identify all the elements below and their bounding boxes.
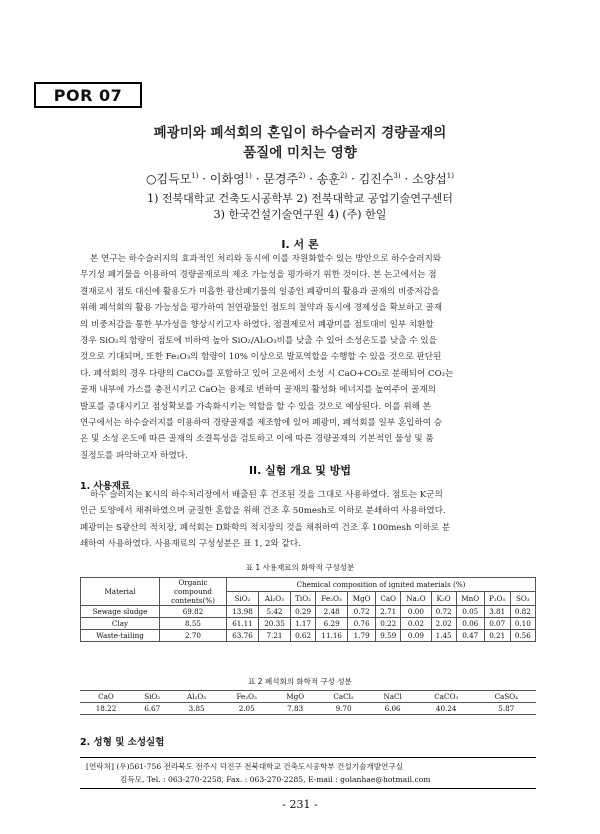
value-cell: 0.82 bbox=[510, 606, 535, 618]
value-cell: 0.07 bbox=[484, 618, 510, 630]
text-line: 질정도를 파악하고자 하였다. bbox=[80, 450, 188, 461]
value-cell: 6.06 bbox=[369, 703, 415, 715]
value-cell: 11.16 bbox=[316, 630, 348, 642]
author-affiliation-mark: 1) bbox=[191, 172, 199, 180]
author-separator: · bbox=[251, 172, 264, 186]
text-line: 골재 내부에 가스를 충전시키고 CaO는 융제로 변하여 골재의 활성화 에너지를 높여주어 골재의 bbox=[80, 385, 436, 396]
col-material-header: Material bbox=[81, 578, 160, 606]
author-separator: · bbox=[198, 172, 210, 186]
value-cell: 0.09 bbox=[401, 630, 431, 642]
author-affiliation-mark: 1) bbox=[244, 172, 252, 180]
value-cell: 9.59 bbox=[376, 630, 401, 642]
value-cell: 5.87 bbox=[477, 703, 536, 715]
col-group-header: Chemical composition of ignited materials (%) bbox=[227, 578, 536, 592]
text-line: 무기성 폐기물을 이용하여 경량골재로의 제조 가능성을 평가하기 위한 것이다. 본 논고에서는 점 bbox=[80, 270, 437, 281]
table-row bbox=[81, 618, 536, 630]
materials-paragraph bbox=[80, 487, 536, 553]
value-cell: 0.00 bbox=[401, 606, 431, 618]
value-cell: 3.81 bbox=[484, 606, 510, 618]
value-cell: 69.82 bbox=[160, 606, 227, 618]
component-header: SiO₂ bbox=[132, 691, 172, 703]
oxide-header: SO₃ bbox=[510, 592, 535, 606]
text-line: 경우 SiO₂의 함량이 점토에 비하여 높아 SiO₂/Al₂O₃비를 낮출 수 있어 소성온도를 낮출 수 있을 bbox=[80, 336, 437, 347]
author-affiliation-mark: 1) bbox=[446, 172, 454, 180]
session-badge: POR 07 bbox=[34, 82, 142, 108]
value-cell: 8.55 bbox=[160, 618, 227, 630]
oxide-header: Na₂O bbox=[401, 592, 431, 606]
page-number: - 231 - bbox=[282, 798, 318, 811]
author-separator: · bbox=[400, 172, 412, 186]
value-cell: 1.79 bbox=[348, 630, 376, 642]
text-line: 하수 슬러지는 K시의 하수처리장에서 배출된 후 건조된 것을 그대로 사용하였다. 점토는 K군의 bbox=[90, 490, 443, 500]
intro-paragraph bbox=[80, 251, 536, 464]
oxide-header: MgO bbox=[348, 592, 376, 606]
component-header: CaCl₂ bbox=[318, 691, 370, 703]
value-cell: 0.47 bbox=[456, 630, 484, 642]
section-heading-intro: I. 서 론 bbox=[281, 238, 319, 251]
col-organic-header: Organic compound contents(%) bbox=[160, 578, 227, 606]
author-name: 송훈$^{2)}$ bbox=[316, 172, 348, 186]
value-cell: 40.24 bbox=[416, 703, 477, 715]
affiliation-line2: 3) 한국건설기술연구원 4) (주) 한일 bbox=[213, 208, 387, 221]
author-separator: · bbox=[347, 172, 359, 186]
value-cell: 2.71 bbox=[376, 606, 401, 618]
oxide-header: Al₂O₃ bbox=[258, 592, 290, 606]
paper-title-line2: 품질에 미치는 영향 bbox=[243, 145, 357, 161]
paper-title-line1: 폐광미와 폐석회의 혼입이 하수슬러지 경량골재의 bbox=[153, 125, 447, 141]
oxide-header: K₂O bbox=[431, 592, 456, 606]
section-heading-experiment: II. 실험 개요 및 방법 bbox=[248, 464, 352, 477]
value-cell: 0.21 bbox=[484, 630, 510, 642]
text-line: 인근 토양에서 채취하였으며 균질한 혼합을 위해 건조 후 50mesh로 이하로 분쇄하여 사용하였다. bbox=[80, 506, 446, 517]
value-cell: 7.83 bbox=[273, 703, 318, 715]
author-name: 소양섭$^{1)}$ bbox=[412, 172, 454, 186]
oxide-header: CaO bbox=[376, 592, 401, 606]
contact-footer bbox=[80, 757, 536, 789]
text-line: 쇄하여 사용하였다. 사용재료의 구성성분은 표 1, 2와 같다. bbox=[80, 539, 301, 550]
material-name-cell: Clay bbox=[81, 618, 160, 630]
value-cell: 9.70 bbox=[318, 703, 370, 715]
value-cell: 5.42 bbox=[258, 606, 290, 618]
text-line: 위해 폐석회의 활용 가능성을 평가하여 천연광물인 점토의 절약과 동시에 경제성을 확보하고 골재 bbox=[80, 303, 443, 314]
text-line: 발포를 증대시키고 점성확보를 가속화시키는 역할을 할 수 있을 것으로 예상된다. 이를 위해 본 bbox=[80, 401, 431, 412]
text-line: 다. 폐석회의 경우 다량의 CaCO₃를 포함하고 있어 고온에서 소성 시 CaO+CO₂로 분해되어 CO₂는 bbox=[80, 368, 454, 379]
value-cell: 0.56 bbox=[510, 630, 535, 642]
value-cell: 0.62 bbox=[290, 630, 315, 642]
component-header: NaCl bbox=[369, 691, 415, 703]
waste-lime-composition-table bbox=[80, 690, 536, 715]
value-cell: 1.45 bbox=[431, 630, 456, 642]
value-cell: 0.76 bbox=[348, 618, 376, 630]
contact-line2: 김득모, Tel. : 063-270-2258, Fax. : 063-270-2285, E-mail : golanhae@hotmail.com bbox=[120, 775, 431, 784]
text-line: 것으로 기대되며, 또한 Fe₂O₃의 함량이 10% 이상으로 발포역할을 수행할 수 있을 것으로 판단된 bbox=[80, 352, 442, 363]
author-name: 이화영$^{1)}$ bbox=[209, 172, 252, 186]
text-line: 의 비중저감을 통한 부가성을 향상시키고자 하였다. 점결제로서 폐광미를 점토대비 일부 치환할 bbox=[80, 319, 434, 330]
material-name-cell: Waste-tailing bbox=[81, 630, 160, 642]
component-header: CaO bbox=[80, 691, 132, 703]
oxide-header: MnO bbox=[456, 592, 484, 606]
value-cell: 6.67 bbox=[132, 703, 172, 715]
value-cell: 2.05 bbox=[221, 703, 273, 715]
text-line: 결재로서 점토 대신에 활용도가 미흡한 광산폐기물의 일종인 폐광미의 활용과 골재의 비중저감을 bbox=[80, 286, 440, 297]
author-name: 문경주$^{2)}$ bbox=[263, 172, 306, 186]
value-cell: 2.02 bbox=[431, 618, 456, 630]
value-cell: 7.21 bbox=[258, 630, 290, 642]
value-cell: 0.22 bbox=[376, 618, 401, 630]
value-cell: 0.10 bbox=[510, 618, 535, 630]
value-cell: 2.70 bbox=[160, 630, 227, 642]
oxide-header: SiO₂ bbox=[227, 592, 259, 606]
author-name: ○김득모$^{1)}$ bbox=[146, 172, 199, 186]
table-row bbox=[81, 606, 536, 618]
value-cell: 3.85 bbox=[172, 703, 220, 715]
component-header: CaSO₄ bbox=[477, 691, 536, 703]
component-header: CaCO₃ bbox=[416, 691, 477, 703]
table-row bbox=[81, 630, 536, 642]
affiliation-line1: 1) 전북대학교 건축도시공학부 2) 전북대학교 공업기술연구센터 bbox=[147, 192, 453, 205]
value-cell: 6.29 bbox=[316, 618, 348, 630]
value-cell: 2.48 bbox=[316, 606, 348, 618]
component-header: Fe₂O₃ bbox=[221, 691, 273, 703]
text-line: 폐광미는 S광산의 적치장, 폐석회는 D화학의 적치장의 것을 채취하여 건조 후 100mesh 이하로 분 bbox=[80, 522, 451, 533]
author-affiliation-mark: 3) bbox=[393, 172, 401, 180]
value-cell: 20.35 bbox=[258, 618, 290, 630]
component-header: MgO bbox=[273, 691, 318, 703]
value-cell: 18.22 bbox=[80, 703, 132, 715]
contact-line1: [연락처] (우)561-756 전라북도 전주시 덕진구 전북대학교 건축도시공학부 건설기술개발연구실 bbox=[86, 762, 404, 771]
oxide-header: TiO₂ bbox=[290, 592, 315, 606]
component-header: Al₂O₃ bbox=[172, 691, 220, 703]
text-line: 연구에서는 하수슬러지를 이용하여 경량골재를 제조함에 있어 폐광미, 폐석회를 일부 혼입하여 승 bbox=[80, 418, 443, 429]
value-cell: 0.06 bbox=[456, 618, 484, 630]
oxide-header: Fe₂O₃ bbox=[316, 592, 348, 606]
table1-caption: 표 1 사용재료의 화학적 구성성분 bbox=[245, 563, 355, 572]
material-name-cell: Sewage sludge bbox=[81, 606, 160, 618]
chemical-composition-table bbox=[80, 577, 536, 642]
value-cell: 0.05 bbox=[456, 606, 484, 618]
author-affiliation-mark: 2) bbox=[339, 172, 348, 180]
value-cell: 0.72 bbox=[348, 606, 376, 618]
author-separator: · bbox=[305, 172, 317, 186]
oxide-header: P₂O₅ bbox=[484, 592, 510, 606]
author-list bbox=[0, 170, 600, 187]
value-cell: 0.72 bbox=[431, 606, 456, 618]
value-cell: 61.11 bbox=[227, 618, 259, 630]
author-affiliation-mark: 2) bbox=[298, 172, 306, 180]
value-cell: 63.76 bbox=[227, 630, 259, 642]
value-cell: 0.02 bbox=[401, 618, 431, 630]
text-line: 본 연구는 하수슬러지의 효과적인 처리와 동시에 이를 자원화할수 있는 방안으로 하수슬러지와 bbox=[90, 254, 442, 264]
author-name: 김진수$^{3)}$ bbox=[358, 172, 401, 186]
value-cell: 1.17 bbox=[290, 618, 315, 630]
value-cell: 0.29 bbox=[290, 606, 315, 618]
value-cell: 13.98 bbox=[227, 606, 259, 618]
table2-caption: 표 2 폐석회의 화학적 구성 성분 bbox=[248, 677, 352, 686]
subsection-heading-molding: 2. 성형 및 소성실험 bbox=[80, 737, 165, 748]
text-line: 온 및 소성 온도에 따른 골재의 소결특성을 검토하고 이에 따른 경량골재의 기본적인 물성 및 품 bbox=[80, 434, 434, 445]
subsection-heading-materials: 1. 사용재료 bbox=[80, 481, 131, 492]
